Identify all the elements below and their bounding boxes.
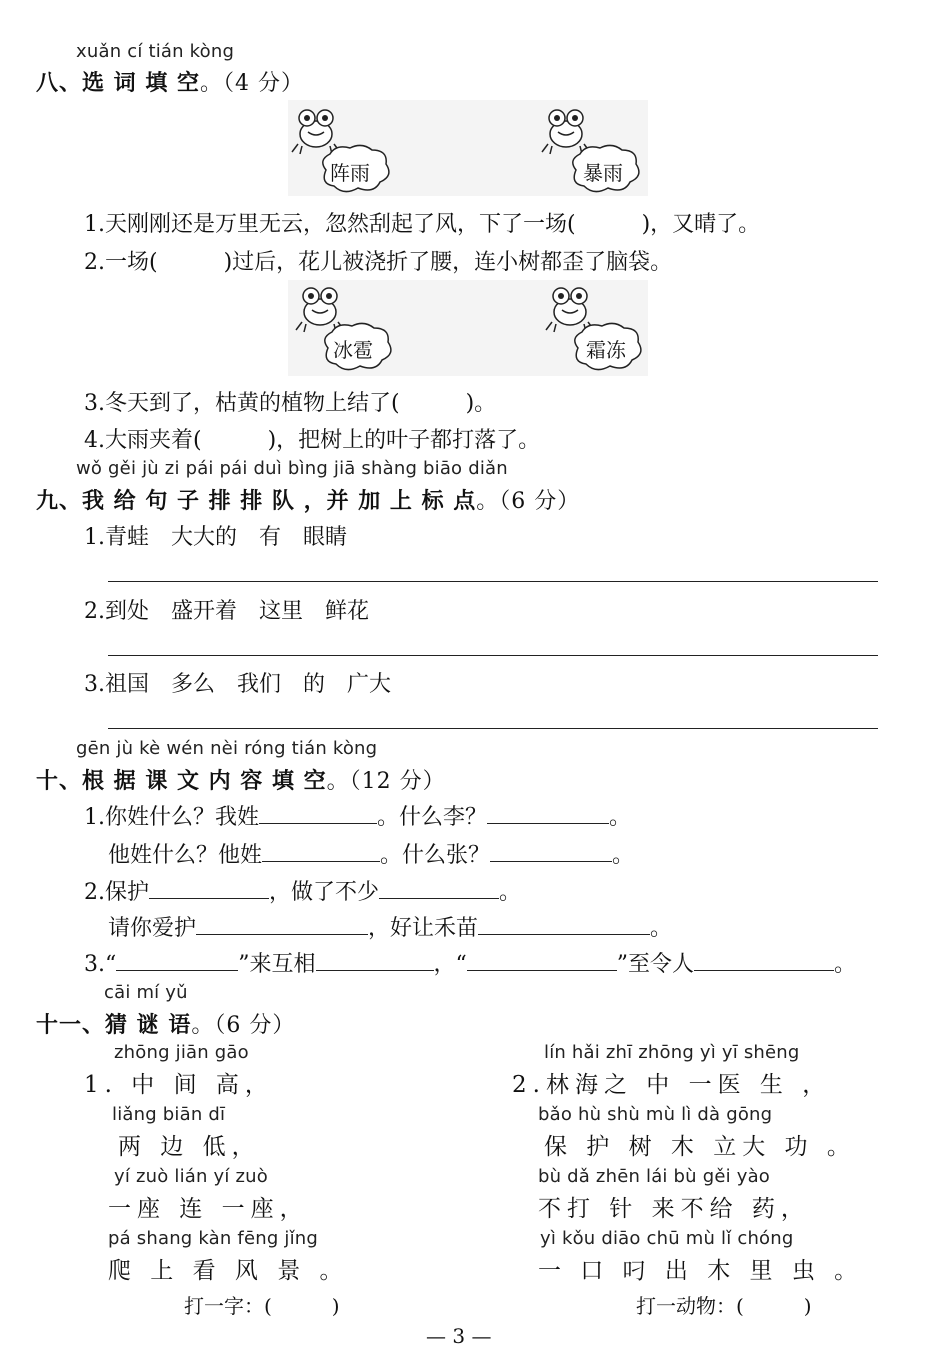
section9-pinyin: wǒ gěi jù zi pái pái duì bìng jiā shàng biāo diǎn bbox=[76, 458, 508, 479]
fill-blank[interactable] bbox=[490, 839, 612, 862]
text: 。什么张？ bbox=[380, 843, 491, 868]
question-8-4: 4.大雨夹着( )，把树上的叶子都打落了。 bbox=[84, 428, 541, 453]
question-10-1b bbox=[108, 838, 634, 869]
section11-title bbox=[36, 1008, 295, 1039]
riddle1-pinyin-1: zhōng jiān gāo bbox=[114, 1042, 249, 1063]
section11-title-text: 十一、猜 谜 语 bbox=[36, 1013, 192, 1038]
section10-title-text: 十、根 据 课 文 内 容 填 空 bbox=[36, 769, 327, 794]
fill-blank[interactable] bbox=[259, 801, 377, 824]
section8-title bbox=[36, 66, 304, 97]
riddle1-answer[interactable]: 打一字：( ) bbox=[184, 1294, 340, 1318]
riddle2-line-4: 一 口 叼 出 木 里 虫 。 bbox=[538, 1258, 864, 1284]
riddle2-pinyin-4: yì kǒu diāo chū mù lǐ chóng bbox=[540, 1228, 794, 1249]
section8-title-text: 八、选 词 填 空 bbox=[36, 71, 200, 96]
section11-pinyin: cāi mí yǔ bbox=[104, 982, 188, 1003]
text: ”来互相 bbox=[238, 952, 316, 977]
answer-line[interactable] bbox=[108, 581, 878, 582]
riddle1-line-4: 爬 上 看 风 景 。 bbox=[108, 1258, 349, 1284]
question-8-2: 2.一场( )过后，花儿被浇折了腰，连小树都歪了脑袋。 bbox=[84, 250, 673, 275]
riddle1-line-2: 两 边 低， bbox=[118, 1134, 261, 1160]
section9-title bbox=[36, 484, 580, 515]
question-9-2: 2.到处 盛开着 这里 鲜花 bbox=[84, 599, 369, 624]
fill-blank[interactable] bbox=[478, 912, 650, 935]
riddle2-answer[interactable]: 打一动物：( ) bbox=[636, 1294, 812, 1318]
text: 2.保护 bbox=[84, 880, 149, 905]
riddle1-pinyin-4: pá shang kàn fēng jǐng bbox=[108, 1228, 319, 1249]
page-number: — 3 — bbox=[426, 1324, 492, 1348]
text: ”至令人 bbox=[616, 952, 694, 977]
text: 。 bbox=[499, 880, 522, 905]
text: 请你爱护 bbox=[108, 916, 197, 941]
section8-score: 。（4 分） bbox=[199, 71, 304, 96]
word-option-4: 霜冻 bbox=[586, 338, 626, 362]
text: 。 bbox=[612, 843, 635, 868]
question-8-1: 1.天刚刚还是万里无云，忽然刮起了风，下了一场( )，又晴了。 bbox=[84, 212, 761, 237]
section10-pinyin: gēn jù kè wén nèi róng tián kòng bbox=[76, 738, 378, 759]
section10-title bbox=[36, 764, 446, 795]
fill-blank[interactable] bbox=[196, 912, 368, 935]
fill-blank[interactable] bbox=[149, 876, 269, 899]
fill-blank[interactable] bbox=[694, 948, 834, 971]
fill-blank[interactable] bbox=[467, 948, 617, 971]
question-9-1: 1.青蛙 大大的 有 眼睛 bbox=[84, 525, 347, 550]
question-10-3 bbox=[84, 947, 856, 978]
question-9-3: 3.祖国 多么 我们 的 广大 bbox=[84, 672, 391, 697]
section10-score: 。（12 分） bbox=[326, 769, 446, 794]
text: ，好让禾苗 bbox=[368, 916, 479, 941]
question-8-3: 3.冬天到了，枯黄的植物上结了( )。 bbox=[84, 391, 497, 416]
section9-score: 。（6 分） bbox=[476, 489, 581, 514]
answer-line[interactable] bbox=[108, 728, 878, 729]
text: 。什么李？ bbox=[377, 805, 488, 830]
riddle2-line-1: 2.林海之 中 一医 生 ， bbox=[512, 1072, 832, 1098]
text: 3.“ bbox=[84, 952, 117, 977]
fill-blank[interactable] bbox=[487, 801, 609, 824]
section9-title-text: 九、我 给 句 子 排 排 队 ，并 加 上 标 点 bbox=[36, 489, 477, 514]
riddle2-pinyin-1: lín hǎi zhī zhōng yì yī shēng bbox=[544, 1042, 800, 1063]
riddle2-line-2: 保 护 树 木 立大 功 。 bbox=[544, 1134, 856, 1160]
text: 。 bbox=[609, 805, 632, 830]
riddle1-line-1: 1. 中 间 高， bbox=[84, 1072, 274, 1098]
riddle2-pinyin-2: bǎo hù shù mù lì dà gōng bbox=[538, 1104, 773, 1125]
question-10-2b bbox=[108, 911, 672, 942]
section11-score: 。（6 分） bbox=[191, 1013, 296, 1038]
fill-blank[interactable] bbox=[379, 876, 499, 899]
riddle1-line-3: 一座 连 一座， bbox=[108, 1196, 309, 1222]
fill-blank[interactable] bbox=[262, 839, 380, 862]
word-option-3: 冰雹 bbox=[333, 338, 373, 362]
question-10-1a bbox=[84, 800, 631, 831]
text: 1.你姓什么？我姓 bbox=[84, 805, 259, 830]
text: 他姓什么？他姓 bbox=[108, 843, 263, 868]
riddle1-pinyin-3: yí zuò lián yí zuò bbox=[114, 1166, 268, 1187]
answer-line[interactable] bbox=[108, 655, 878, 656]
text: ，做了不少 bbox=[269, 880, 380, 905]
text: 。 bbox=[834, 952, 857, 977]
word-option-2: 暴雨 bbox=[583, 161, 623, 185]
fill-blank[interactable] bbox=[116, 948, 238, 971]
fill-blank[interactable] bbox=[316, 948, 434, 971]
section8-pinyin: xuǎn cí tián kòng bbox=[76, 41, 235, 62]
riddle1-pinyin-2: liǎng biān dī bbox=[112, 1104, 226, 1125]
text: 。 bbox=[650, 916, 673, 941]
riddle2-line-3: 不打 针 来不给 药， bbox=[538, 1196, 810, 1222]
word-option-1: 阵雨 bbox=[330, 161, 370, 185]
question-10-2a bbox=[84, 875, 521, 906]
riddle2-pinyin-3: bù dǎ zhēn lái bù gěi yào bbox=[538, 1166, 771, 1187]
text: ，“ bbox=[433, 952, 467, 977]
